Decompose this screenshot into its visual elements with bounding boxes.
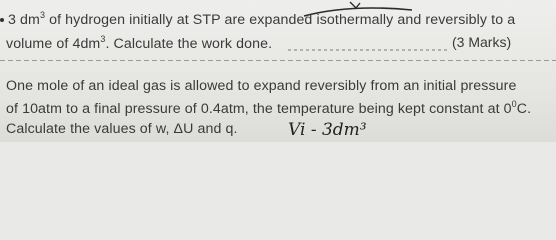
handwritten-note: Vi - 3dm³	[288, 120, 367, 140]
question-2-line-1: One mole of an ideal gas is allowed to expand reversibly from an initial pressure	[6, 78, 517, 94]
section-divider	[0, 60, 556, 61]
question-1-line-2: volume of $4dm^3$. Calculate the work done.	[6, 34, 273, 52]
question-1-line-1: 3 $dm^3$ of hydrogen initially at STP are expanded isothermally and reversibly to a	[0, 10, 515, 28]
question-2-line-2: of 10atm to a final pressure of 0.4atm, the temperature being kept constant at $0^0C$.	[6, 99, 532, 117]
question-2-line-3: Calculate the values of w, ΔU and q.	[6, 121, 238, 137]
bullet-dot	[0, 18, 4, 22]
dotted-answer-line	[288, 48, 448, 52]
marks-label: (3 Marks)	[452, 34, 512, 50]
